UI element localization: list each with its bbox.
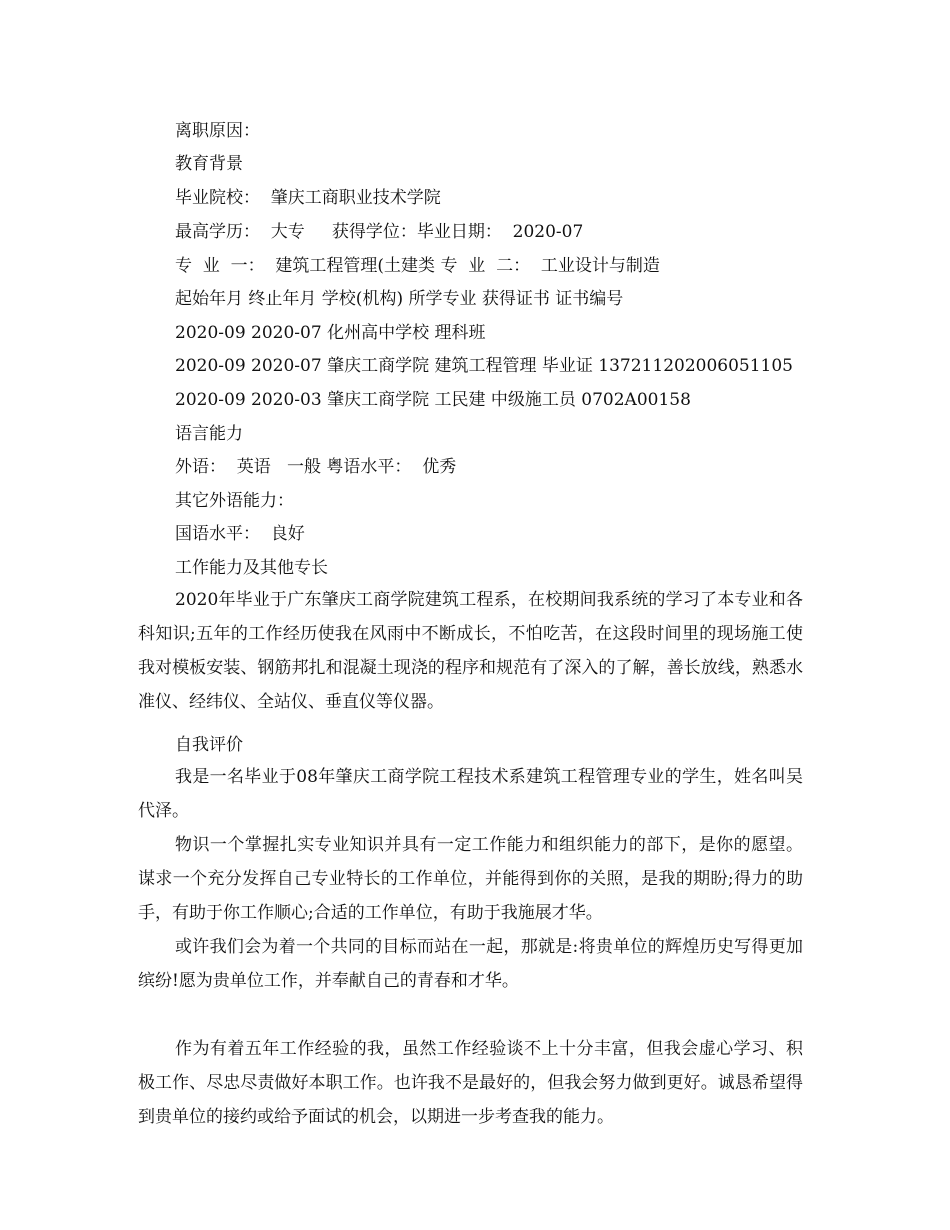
majors-line: 专 业 一： 建筑工程管理(土建类 专 业 二： 工业设计与制造	[175, 256, 660, 276]
education-heading: 教育背景	[175, 154, 243, 174]
school-line: 毕业院校： 肇庆工商职业技术学院	[175, 188, 441, 208]
leave-reason-label: 离职原因：	[175, 121, 260, 141]
language-heading: 语言能力	[175, 424, 243, 444]
self-eval-paragraph: 我是一名毕业于08年肇庆工商学院工程技术系建筑工程管理专业的学生，姓名叫吴代泽。	[138, 767, 803, 821]
mandarin-line: 国语水平： 良好	[175, 524, 305, 544]
education-table-header: 起始年月 终止年月 学校(机构) 所学专业 获得证书 证书编号	[175, 289, 624, 309]
skills-heading: 工作能力及其他专长	[175, 558, 328, 578]
self-eval-paragraph: 作为有着五年工作经验的我，虽然工作经验谈不上十分丰富，但我会虚心学习、积极工作、尽忠尽责做好本职工作。也许我不是最好的，但我会努力做到更好。诚恳希望得到贵单位的接约或给予面试的机会，以期进一步考查我的能力。	[138, 1039, 803, 1127]
other-foreign-line: 其它外语能力：	[175, 491, 294, 511]
self-eval-heading: 自我评价	[175, 735, 243, 755]
foreign-language-line: 外语： 英语 一般 粤语水平： 优秀	[175, 457, 457, 477]
self-eval-paragraph: 或许我们会为着一个共同的目标而站在一起，那就是:将贵单位的辉煌历史写得更加缤纷!愿为贵单位工作，并奉献自己的青春和才华。	[138, 937, 803, 991]
skills-paragraph: 2020年毕业于广东肇庆工商学院建筑工程系，在校期间我系统的学习了本专业和各科知识;五年的工作经历使我在风雨中不断成长，不怕吃苦，在这段时间里的现场施工使我对模板安装、钢筋邦扎和混凝土现浇的程序和规范有了深入的了解，善长放线，熟悉水准仪、经纬仪、全站仪、垂直仪等仪器。	[138, 590, 803, 712]
education-row: 2020-09 2020-07 化州高中学校 理科班	[175, 323, 486, 343]
self-eval-paragraph: 物识一个掌握扎实专业知识并具有一定工作能力和组织能力的部下，是你的愿望。谋求一个充分发挥自己专业特长的工作单位，并能得到你的关照，是我的期盼;得力的助手，有助于你工作顺心;合适的工作单位，有助于我施展才华。	[138, 835, 803, 923]
education-row: 2020-09 2020-07 肇庆工商学院 建筑工程管理 毕业证 137211202006051105	[175, 356, 793, 376]
degree-line: 最高学历： 大专 获得学位：毕业日期： 2020-07	[175, 222, 584, 242]
education-row: 2020-09 2020-03 肇庆工商学院 工民建 中级施工员 0702A00158	[175, 390, 691, 410]
